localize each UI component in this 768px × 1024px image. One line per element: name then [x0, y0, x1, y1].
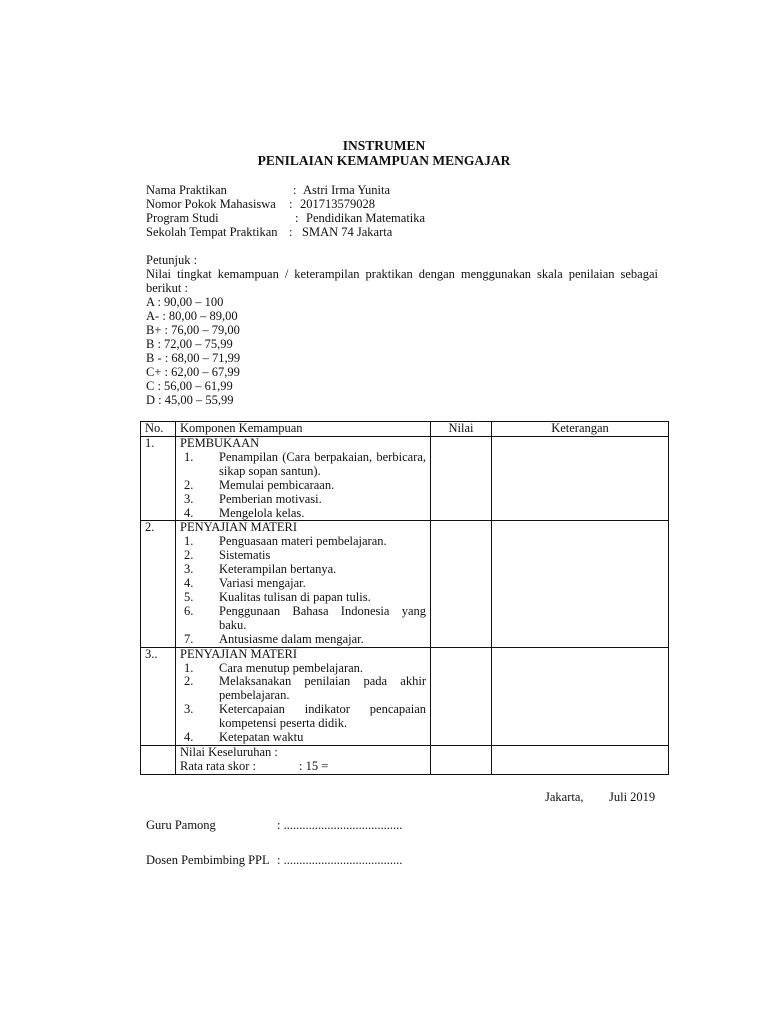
list-item [180, 703, 430, 731]
item-text: Melaksanakan penilaian pada akhir pembelajaran. [219, 674, 426, 703]
note-cell[interactable] [492, 521, 669, 647]
item-text: Penggunaan Bahasa Indonesia yang baku. [219, 603, 426, 632]
info-separator: : [289, 225, 293, 239]
info-value: Pendidikan Matematika [306, 211, 426, 225]
section-number: 3.. [141, 647, 176, 745]
item-number: 1. [184, 534, 194, 549]
info-label: Nama Praktikan [146, 183, 227, 197]
list-item [180, 549, 430, 563]
scale-item: A- : 80,00 – 89,00 [146, 309, 238, 323]
item-number: 1. [184, 449, 194, 464]
list-item [180, 633, 430, 647]
item-number: 4. [184, 576, 194, 591]
list-item [180, 591, 430, 605]
list-item [180, 535, 430, 549]
item-text: Pemberian motivasi. [219, 491, 322, 506]
score-cell[interactable] [431, 647, 492, 745]
guru-pamong-signature-line[interactable]: : ...................................... [277, 818, 403, 832]
section-number: 2. [141, 521, 176, 647]
dosen-pembimbing-label: Dosen Pembimbing PPL [146, 853, 270, 867]
item-number: 2. [184, 548, 194, 563]
item-text: Variasi mengajar. [219, 576, 306, 591]
scale-item: C+ : 62,00 – 67,99 [146, 365, 240, 379]
instructions-heading: Petunjuk : [146, 253, 198, 267]
header-score: Nilai [431, 422, 492, 437]
note-cell[interactable] [492, 437, 669, 521]
item-number: 2. [184, 477, 194, 492]
item-text: Ketepatan waktu [219, 730, 304, 745]
info-label: Sekolah Tempat Praktikan [146, 225, 278, 239]
note-cell[interactable] [492, 647, 669, 745]
list-item [180, 605, 430, 633]
summary-row [141, 745, 669, 774]
section-components [176, 647, 431, 745]
table-header-row [141, 422, 669, 437]
item-text: Penampilan (Cara berpakaian, berbicara, sikap sopan santun). [219, 449, 426, 478]
item-text: Memulai pembicaraan. [219, 477, 335, 492]
item-number: 1. [184, 660, 194, 675]
item-number: 5. [184, 589, 194, 604]
item-text: Mengelola kelas. [219, 505, 305, 520]
header-note: Keterangan [492, 422, 669, 437]
item-number: 3. [184, 562, 194, 577]
header-no: No. [141, 422, 176, 437]
section-title: PENYAJIAN MATERI [180, 646, 298, 661]
table-row [141, 437, 669, 521]
item-text: Penguasaan materi pembelajaran. [219, 534, 387, 549]
section-title: PEMBUKAAN [180, 436, 260, 450]
item-text: Sistematis [219, 548, 271, 563]
section-number: 1. [141, 437, 176, 521]
guru-pamong-label: Guru Pamong [146, 818, 216, 832]
item-number: 7. [184, 631, 194, 646]
item-number: 4. [184, 505, 194, 520]
item-text: Keterampilan bertanya. [219, 562, 337, 577]
average-score-line [180, 760, 430, 774]
list-item [180, 479, 430, 493]
signature-city: Jakarta, [545, 790, 584, 804]
score-cell[interactable] [431, 437, 492, 521]
score-cell[interactable] [431, 521, 492, 647]
item-number: 4. [184, 730, 194, 745]
item-text: Antusiasme dalam mengajar. [219, 631, 364, 646]
section-components [176, 437, 431, 521]
list-item [180, 507, 430, 521]
table-row [141, 647, 669, 745]
item-text: Kualitas tulisan di papan tulis. [219, 589, 371, 604]
item-number: 2. [184, 674, 194, 689]
instructions-text-cont: berikut : [146, 281, 189, 295]
scale-item: D : 45,00 – 55,99 [146, 393, 234, 407]
info-label: Program Studi [146, 211, 219, 225]
list-item [180, 731, 430, 745]
list-item [180, 563, 430, 577]
table-row [141, 521, 669, 647]
dosen-pembimbing-signature-line[interactable]: : ...................................... [277, 853, 403, 867]
item-text: Cara menutup pembelajaran. [219, 660, 364, 675]
scale-item: A : 90,00 – 100 [146, 295, 224, 309]
info-value: Astri Irma Yunita [303, 183, 391, 197]
scale-item: B - : 68,00 – 71,99 [146, 351, 241, 365]
average-score-value: : 15 = [299, 758, 329, 773]
info-separator: : [295, 211, 299, 225]
total-score-label: Nilai Keseluruhan : [180, 744, 278, 759]
document-title: INSTRUMEN [342, 138, 426, 153]
score-cell[interactable] [431, 745, 492, 774]
item-number: 6. [184, 603, 194, 618]
list-item [180, 493, 430, 507]
summary-cell [176, 745, 431, 774]
scale-item: C : 56,00 – 61,99 [146, 379, 233, 393]
info-separator: : [289, 197, 293, 211]
section-components [176, 521, 431, 647]
item-text: Ketercapaian indikator pencapaian kompetensi peserta didik. [219, 702, 426, 731]
info-label: Nomor Pokok Mahasiswa [146, 197, 276, 211]
note-cell[interactable] [492, 745, 669, 774]
item-number: 3. [184, 702, 194, 717]
assessment-table [140, 421, 669, 775]
info-separator: : [293, 183, 297, 197]
list-item [180, 577, 430, 591]
instructions-text: Nilai tingkat kemampuan / keterampilan praktikan dengan menggunakan skala penilaian sebagai [146, 267, 658, 281]
scale-item: B+ : 76,00 – 79,00 [146, 323, 240, 337]
list-item [180, 675, 430, 703]
info-value: SMAN 74 Jakarta [302, 225, 393, 239]
item-number: 3. [184, 491, 194, 506]
average-score-label: Rata rata skor : [180, 758, 257, 773]
list-item [180, 451, 430, 479]
summary-no-cell [141, 745, 176, 774]
info-value: 201713579028 [300, 197, 375, 211]
list-item [180, 662, 430, 676]
scale-item: B : 72,00 – 75,99 [146, 337, 233, 351]
signature-date: Juli 2019 [609, 790, 656, 804]
document-subtitle: PENILAIAN KEMAMPUAN MENGAJAR [257, 153, 511, 168]
section-title: PENYAJIAN MATERI [180, 520, 298, 535]
header-component: Komponen Kemampuan [176, 422, 431, 437]
